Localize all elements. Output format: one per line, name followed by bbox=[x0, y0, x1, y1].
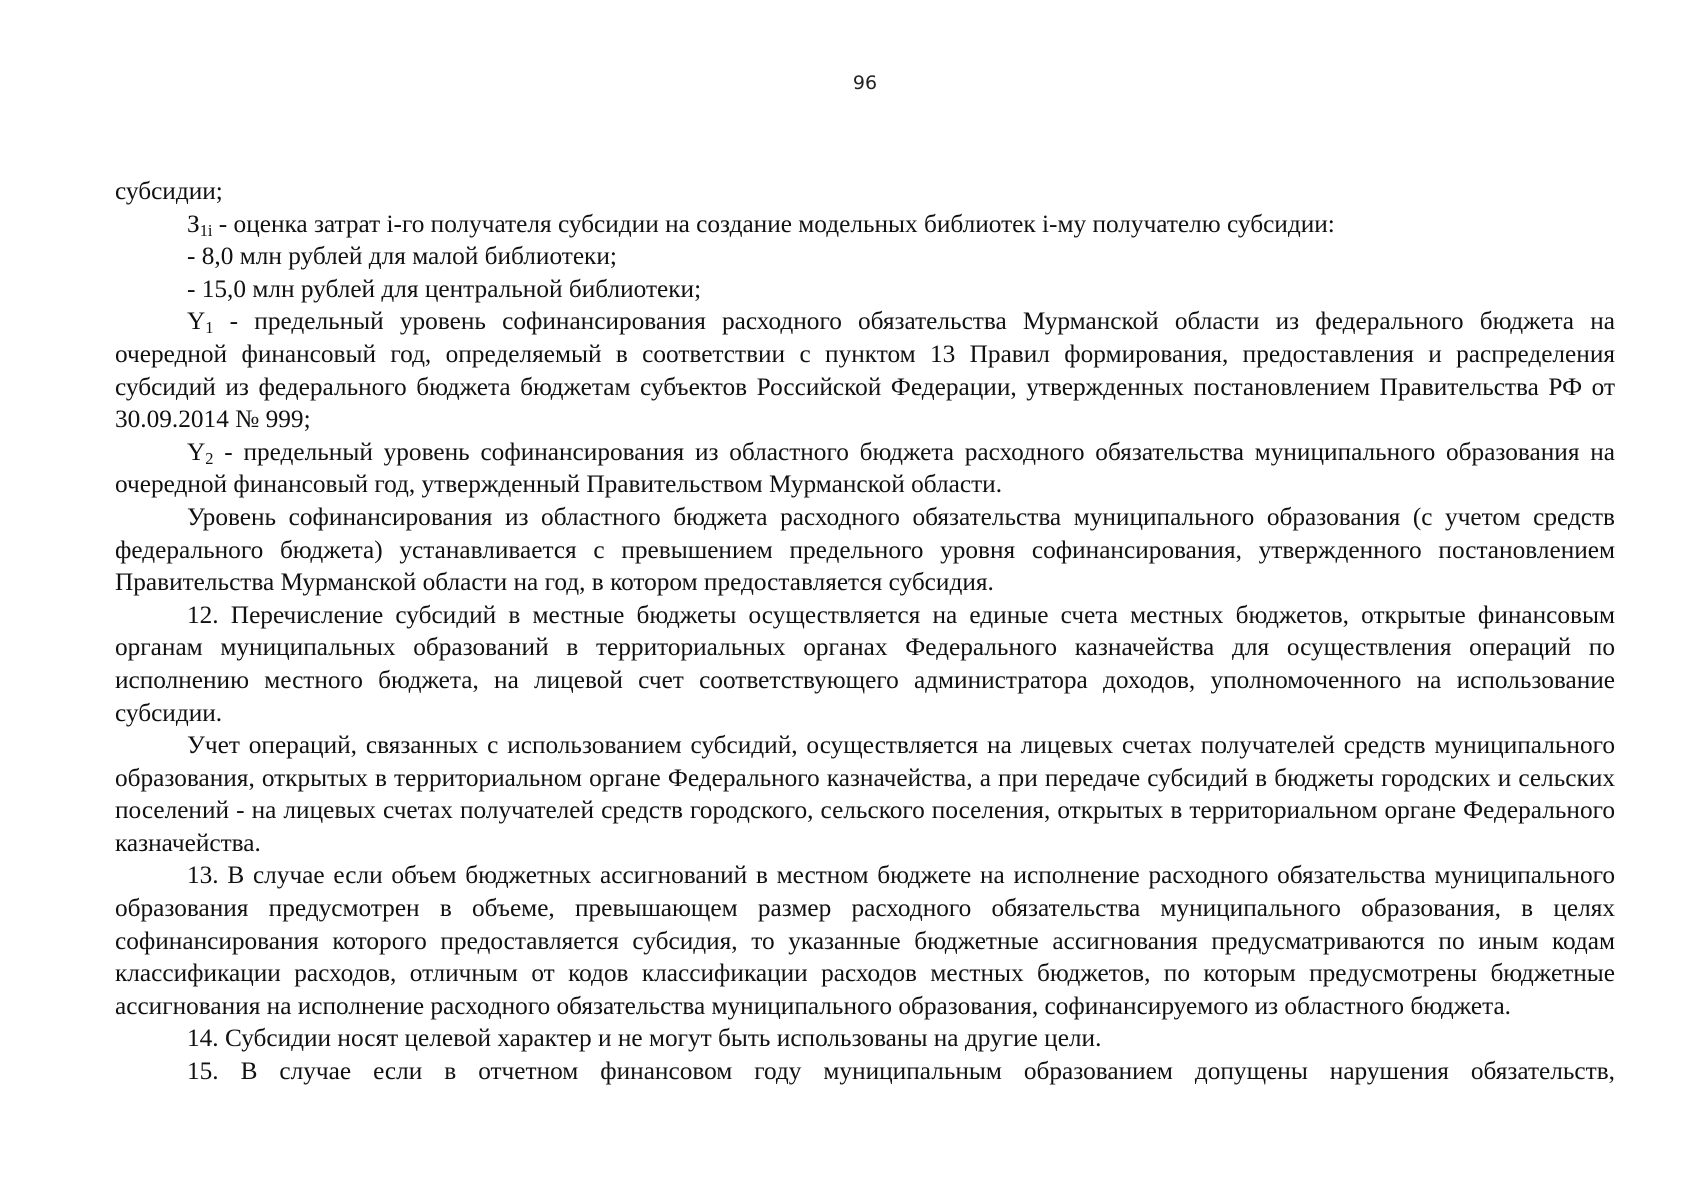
list-item-central-library: - 15,0 млн рублей для центральной библиотеки; bbox=[187, 274, 702, 303]
paragraph-cofinancing-level: Уровень софинансирования из областного бюджета расходного обязательства муниципального образования (с учетом средств федерального бюджета) устанавливается с превышением предельного уровня софинансирования, утвержденного постановлением Правительства Мурманской области на год, в котором предоставляется субсидия. bbox=[115, 502, 1615, 597]
page-number: 96 bbox=[852, 72, 878, 94]
paragraph-continuation: субсидии; bbox=[115, 177, 223, 205]
paragraph-y2 bbox=[115, 436, 1615, 501]
paragraph-cost-estimate bbox=[115, 208, 1615, 241]
symbol-z: З bbox=[187, 209, 200, 238]
paragraph-14: 14. Субсидии носят целевой характер и не могут быть использованы на другие цели. bbox=[187, 1024, 1102, 1053]
cost-estimate-text: - оценка затрат i-го получателя субсидии на создание модельных библиотек i-му получателю субсидии: bbox=[212, 209, 1335, 238]
symbol-y1-subscript: 1 bbox=[205, 318, 214, 338]
paragraph-y1 bbox=[115, 305, 1615, 435]
symbol-y1: Y bbox=[187, 307, 206, 336]
document-body bbox=[115, 175, 1615, 1088]
paragraph-accounting: Учет операций, связанных с использованием субсидий, осуществляется на лицевых счетах получателей средств муниципального образования, открытых в территориальном органе Федерального казначейства, а при передаче субсидий в бюджеты городских и сельских поселений - на лицевых счетах получателей средств городского, сельского поселения, открытых в территориальном органе Федерального казначейства. bbox=[115, 731, 1615, 857]
list-item-small-library: - 8,0 млн рублей для малой библиотеки; bbox=[187, 242, 617, 271]
y1-text: - предельный уровень софинансирования расходного обязательства Мурманской области из федерального бюджета на очередной финансовый год, определяемый в соответствии с пунктом 13 Правил формирования, предоставления и распределения субсидий из федерального бюджета бюджетам субъектов Российской Федерации, утвержденных постановлением Правительства РФ от 30.09.2014 № 999; bbox=[115, 307, 1615, 434]
symbol-y2: Y bbox=[187, 437, 206, 466]
y2-text: - предельный уровень софинансирования из областного бюджета расходного обязательства муниципального образования на очередной финансовый год, утвержденный Правительством Мурманской области. bbox=[115, 437, 1615, 499]
symbol-y2-subscript: 2 bbox=[205, 448, 214, 468]
paragraph-12: 12. Перечисление субсидий в местные бюджеты осуществляется на единые счета местных бюджетов, открытые финансовым органам муниципальных образований в территориальных органах Федерального казначейства для осуществления операций по исполнению местного бюджета, на лицевой счет соответствующего администратора доходов, уполномоченного на использование субсидии. bbox=[115, 600, 1615, 727]
paragraph-15: 15. В случае если в отчетном финансовом году муниципальным образованием допущены нарушения обязательств, bbox=[187, 1057, 1615, 1086]
paragraph-13: 13. В случае если объем бюджетных ассигнований в местном бюджете на исполнение расходного обязательства муниципального образования предусмотрен в объеме, превышающем размер расходного обязательства муниципального образования, в целях софинансирования которого предоставляется субсидия, то указанные бюджетные ассигнования предусматриваются по иным кодам классификации расходов, отличным от кодов классификации расходов местных бюджетов, по которым предусмотрены бюджетные ассигнования на исполнение расходного обязательства муниципального образования, софинансируемого из областного бюджета. bbox=[115, 861, 1615, 1020]
symbol-z-subscript: 1i bbox=[199, 220, 213, 240]
